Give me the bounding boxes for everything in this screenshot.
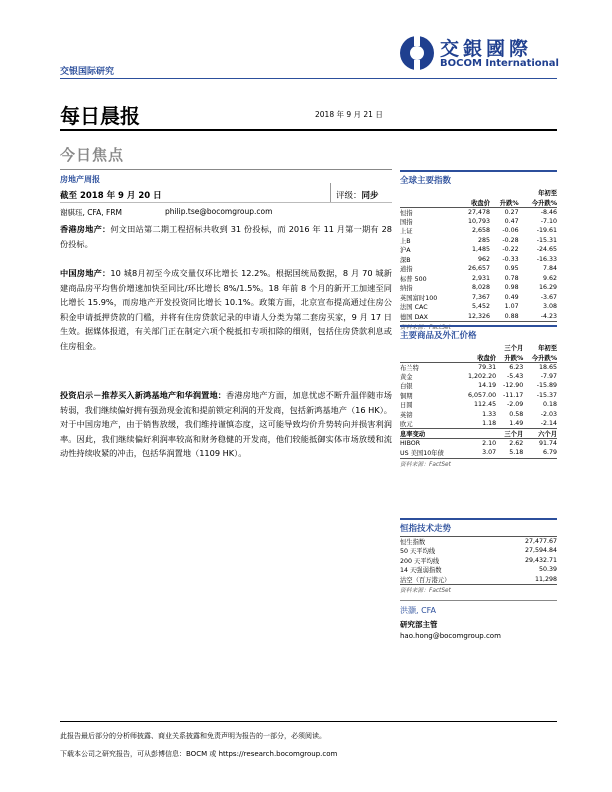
hsi-row <box>400 537 557 547</box>
row-label: 深B <box>400 256 411 264</box>
cell-value: 6.23 <box>509 363 524 371</box>
cell-value: 285 <box>477 236 490 244</box>
hsi-source: 资料来源：FactSet <box>400 584 557 594</box>
index-row <box>400 255 557 265</box>
brand-small: 交银国际研究 <box>60 67 115 77</box>
cell-value: -0.33 <box>502 255 519 263</box>
commodities-title: 主要商品及外汇价格 <box>400 325 557 341</box>
cell-value: 5.18 <box>509 449 524 457</box>
cell-value: -2.14 <box>540 420 557 427</box>
row-label: 标普 500 <box>400 275 427 283</box>
global-indices-table <box>400 188 557 321</box>
cell-value: 18.65 <box>538 363 557 371</box>
hsi-row <box>400 546 557 556</box>
row-label: 日圆 <box>400 402 413 410</box>
cell-value: 0.95 <box>504 265 519 273</box>
paragraph-lead: 中国房地产： <box>60 268 111 278</box>
indices-source: 资料来源：FactSet <box>400 321 557 331</box>
index-row <box>400 274 557 284</box>
row-label: 上B <box>400 237 411 245</box>
cell-value: 14.19 <box>478 382 497 390</box>
hsi-technical-table <box>400 536 557 584</box>
row-label: HIBOR <box>400 440 421 447</box>
col-header-ytd-top: 年初至 <box>538 190 557 198</box>
row-label: 英镑 <box>400 411 413 419</box>
commodities-source: 资料来源：FactSet <box>400 458 557 468</box>
cell-value: 0.98 <box>504 284 519 292</box>
global-indices-panel <box>400 170 557 331</box>
footer-rule <box>60 721 557 722</box>
footer-disclaimer: 此报告最后部分的分析师披露、商业关系披露和免责声明为报告的一部分，必须阅读。 <box>60 732 326 740</box>
cell-value: 7.84 <box>542 265 557 273</box>
commodity-row <box>400 419 557 429</box>
hsi-row <box>400 556 557 566</box>
cell-value: -3.67 <box>540 293 557 301</box>
row-label: US 美国10年债 <box>400 450 444 458</box>
analyst-divider <box>400 600 557 601</box>
index-row <box>400 264 557 274</box>
index-row <box>400 236 557 246</box>
row-label: 恒生指数 <box>400 539 426 546</box>
cell-value: 6,057.00 <box>468 391 497 399</box>
commodity-row <box>400 362 557 372</box>
cell-value: 3.07 <box>482 449 497 457</box>
cell-value: -19.61 <box>536 227 557 235</box>
cell-value: 2.10 <box>482 440 497 447</box>
col-header-close: 收盘价 <box>457 198 490 208</box>
cell-value: 5,452 <box>471 303 490 311</box>
cell-value: 27,478 <box>467 208 490 216</box>
cell-value: 112.45 <box>474 401 497 409</box>
paragraph-lead: 投资启示－推荐买入新鸿基地产和华润置地： <box>60 390 227 400</box>
cell-value: 16.29 <box>538 284 557 292</box>
cell-value: -4.23 <box>540 312 557 320</box>
cell-value: -15.31 <box>536 236 557 244</box>
cell-value: 1,485 <box>471 246 490 254</box>
cell-value: -0.28 <box>502 236 519 244</box>
cell-value: -2.09 <box>506 401 524 409</box>
rating-value: 同步 <box>361 191 379 201</box>
cell-value: 2,658 <box>471 227 490 235</box>
row-label: 上证 <box>400 228 413 236</box>
commodity-row <box>400 400 557 410</box>
meta-divider-2 <box>60 202 392 203</box>
index-row <box>400 245 557 255</box>
row-label: 纳指 <box>400 285 413 293</box>
bocom-logo-icon <box>398 34 436 72</box>
rating-label: 评级： <box>336 191 362 201</box>
paragraph-lead: 香港房地产： <box>60 224 111 234</box>
rate-row <box>400 439 557 449</box>
row-label: 铜期 <box>400 392 413 400</box>
meta-divider <box>60 169 392 170</box>
cell-value: -15.37 <box>536 391 557 399</box>
row-label: 法国 CAC <box>400 304 428 312</box>
logo-english: BOCOM International <box>440 58 559 69</box>
cell-value: -24.65 <box>536 246 557 254</box>
row-label: 恒指 <box>400 209 413 217</box>
cell-value: 29,432.71 <box>524 556 557 564</box>
cell-value: 1.18 <box>482 420 497 427</box>
report-date: 2018 年 9 月 21 日 <box>315 110 383 119</box>
analyst-email[interactable]: hao.hong@bocomgroup.com <box>400 632 501 640</box>
cell-value: 962 <box>477 255 490 263</box>
cell-value: 0.78 <box>504 274 519 282</box>
page-title: 每日晨报 <box>60 104 140 128</box>
index-row <box>400 302 557 312</box>
col-header-change: 升跌% <box>490 198 519 208</box>
cell-value: 1,202.20 <box>468 372 497 380</box>
paragraph-text: 10 城8月初至今成交量仅环比增长 12.2%。根据国统局数据，8 月 70 城新建商品房平均售价增速加快至同比/环比增长 8%/1.5%。18 年前 8 个月的新开工加速至同比增长 15.9%，而房地产开发投资同比增长 10.1%。政策方面，北京宣布提高通过住房公积金申请抵押贷款的门槛，并将有住房贷款记录的申请人分类为第二套房买家，9 月 17 日生效。据媒体报道，有关部门正在制定六项个税抵扣专项扣除的细则，包括住房贷款利息或住房租金。 <box>60 268 392 351</box>
commodity-row <box>400 381 557 391</box>
row-label: 道指 <box>400 266 413 274</box>
footer-download: 下载本公司之研究报告，可从彭博信息：BOCM 或 https://research.bocomgroup.com <box>60 750 338 758</box>
cell-value: 26,657 <box>467 265 490 273</box>
row-label: 黄金 <box>400 373 413 381</box>
cell-value: 8,028 <box>471 284 490 292</box>
commodity-row <box>400 391 557 401</box>
row-label: 英国富时100 <box>400 294 438 302</box>
cell-value: 27,594.84 <box>524 547 557 555</box>
paragraph-text: 何文田站第二期工程招标共收到 31 份投标，而 2016 年 11 月第一期有 28 份投标。 <box>60 224 392 249</box>
cell-value: -5.43 <box>506 372 524 380</box>
row-label: 布兰特 <box>400 364 419 372</box>
logo-chinese: 交銀國際 <box>440 38 533 60</box>
paragraph-hk-property <box>60 222 392 251</box>
commodity-row <box>400 410 557 420</box>
index-row <box>400 283 557 293</box>
cell-value: -7.97 <box>540 372 557 380</box>
cell-value: 1.07 <box>504 303 519 311</box>
cell-value: 1.33 <box>482 410 497 418</box>
report-type: 房地产周报 <box>60 175 100 184</box>
hsi-row <box>400 565 557 575</box>
row-label: 德国 DAX <box>400 313 428 321</box>
paragraph-investment-view <box>60 388 392 461</box>
row-label: 200 天平均线 <box>400 557 440 565</box>
global-indices-title: 全球主要指数 <box>400 170 557 186</box>
cell-value: 10,793 <box>467 217 490 225</box>
cell-value: -8.46 <box>540 208 557 216</box>
cell-value: 6.79 <box>542 449 557 457</box>
cell-value: 0.47 <box>504 217 519 225</box>
cell-value: 2.62 <box>509 440 524 447</box>
section-title: 今日焦点 <box>60 146 125 164</box>
author-name: 谢骐珏, CFA, FRM <box>60 208 123 217</box>
cell-value: 7,367 <box>471 293 490 301</box>
index-row <box>400 293 557 303</box>
hsi-row <box>400 575 557 585</box>
index-row <box>400 226 557 236</box>
cell-value: -11.17 <box>502 391 524 399</box>
row-label: 沪A <box>400 247 411 255</box>
row-label: 50 天平均线 <box>400 548 436 556</box>
row-label: 14 天强弱指数 <box>400 567 442 575</box>
row-label: 欧元 <box>400 421 413 428</box>
cell-value: -7.10 <box>540 217 557 225</box>
bocom-logo <box>398 34 558 74</box>
commodities-table: 三个月 年初至 收盘价 升跌% 今升跌% 布兰特 79.31 6.23 18.65 黄金 1,202.20 -5.43 -7.97 白银 14.19 -12.90 -15.89 铜期 6,057.00 -11.17 -15.37 日圆 112.45 -2.09 0.18 英镑 1.33 0.58 -2.03 欧元 1.18 1.49 -2.14 息率变动 三个月 六个月 HIBOR 2.10 2.62 91.74 US 美国10年债 3.07 5.18 6.79 <box>400 345 557 458</box>
row-label: 国指 <box>400 218 413 226</box>
cell-value: 1.49 <box>509 420 524 427</box>
cell-value: -16.33 <box>536 255 557 263</box>
commodity-row <box>400 372 557 382</box>
cell-value: 79.31 <box>478 363 497 371</box>
cell-value: 0.88 <box>504 312 519 320</box>
cell-value: -12.90 <box>502 382 524 390</box>
cell-value: 0.27 <box>504 208 519 216</box>
cell-value: -2.03 <box>540 410 557 418</box>
report-cutoff: 截至 2018 年 9 月 20 日 <box>60 191 162 201</box>
row-label: 沽空（百万港元） <box>400 576 451 584</box>
author-email[interactable]: philip.tse@bocomgroup.com <box>165 207 273 216</box>
header-rule <box>60 78 557 79</box>
rate-row <box>400 448 557 458</box>
cell-value: 3.08 <box>542 303 557 311</box>
cell-value: 50.39 <box>538 566 557 574</box>
index-row <box>400 312 557 322</box>
cell-value: 27,477.67 <box>524 538 557 545</box>
title-rule <box>60 129 557 131</box>
cell-value: 12,326 <box>467 312 490 320</box>
index-row <box>400 207 557 217</box>
cell-value: 9.62 <box>542 274 557 282</box>
hsi-technical-title: 恒指技术走势 <box>400 518 557 534</box>
cell-value: 0.49 <box>504 293 519 301</box>
cell-value: 2,931 <box>471 274 490 282</box>
cell-value: 0.58 <box>509 410 524 418</box>
cell-value: 11,298 <box>534 575 557 583</box>
cell-value: -15.89 <box>536 382 557 390</box>
analyst-role: 研究部主管 <box>400 620 438 629</box>
index-row <box>400 217 557 227</box>
col-header-ytd-bottom: 今升跌% <box>519 198 557 208</box>
row-label: 白银 <box>400 383 413 391</box>
cell-value: -0.06 <box>502 227 519 235</box>
paragraph-china-property <box>60 266 392 353</box>
rating <box>336 189 379 201</box>
analyst-name: 洪灏, CFA <box>400 606 437 615</box>
commodities-panel <box>400 325 557 468</box>
hsi-technical-panel <box>400 518 557 594</box>
cell-value: -0.22 <box>502 246 519 254</box>
paragraph-text: 香港房地产方面，加息忧虑不断升温伴随市场转弱，我们继续偏好拥有强劲现金流和提前锁定利润的开发商，包括新鸿基地产（16 HK）。对于中国房地产，由于销售放缓，我们维持谨慎态度，这可能导致均价升势转向并损害利润率。因此，我们继续偏好利润率较高和财务稳健的开发商，他们较能抵御实体市场放缓和流动性持续收紧的冲击，包括华润置地（1109 HK）。 <box>60 390 392 458</box>
cell-value: 0.18 <box>542 401 557 409</box>
cell-value: 91.74 <box>538 440 557 447</box>
